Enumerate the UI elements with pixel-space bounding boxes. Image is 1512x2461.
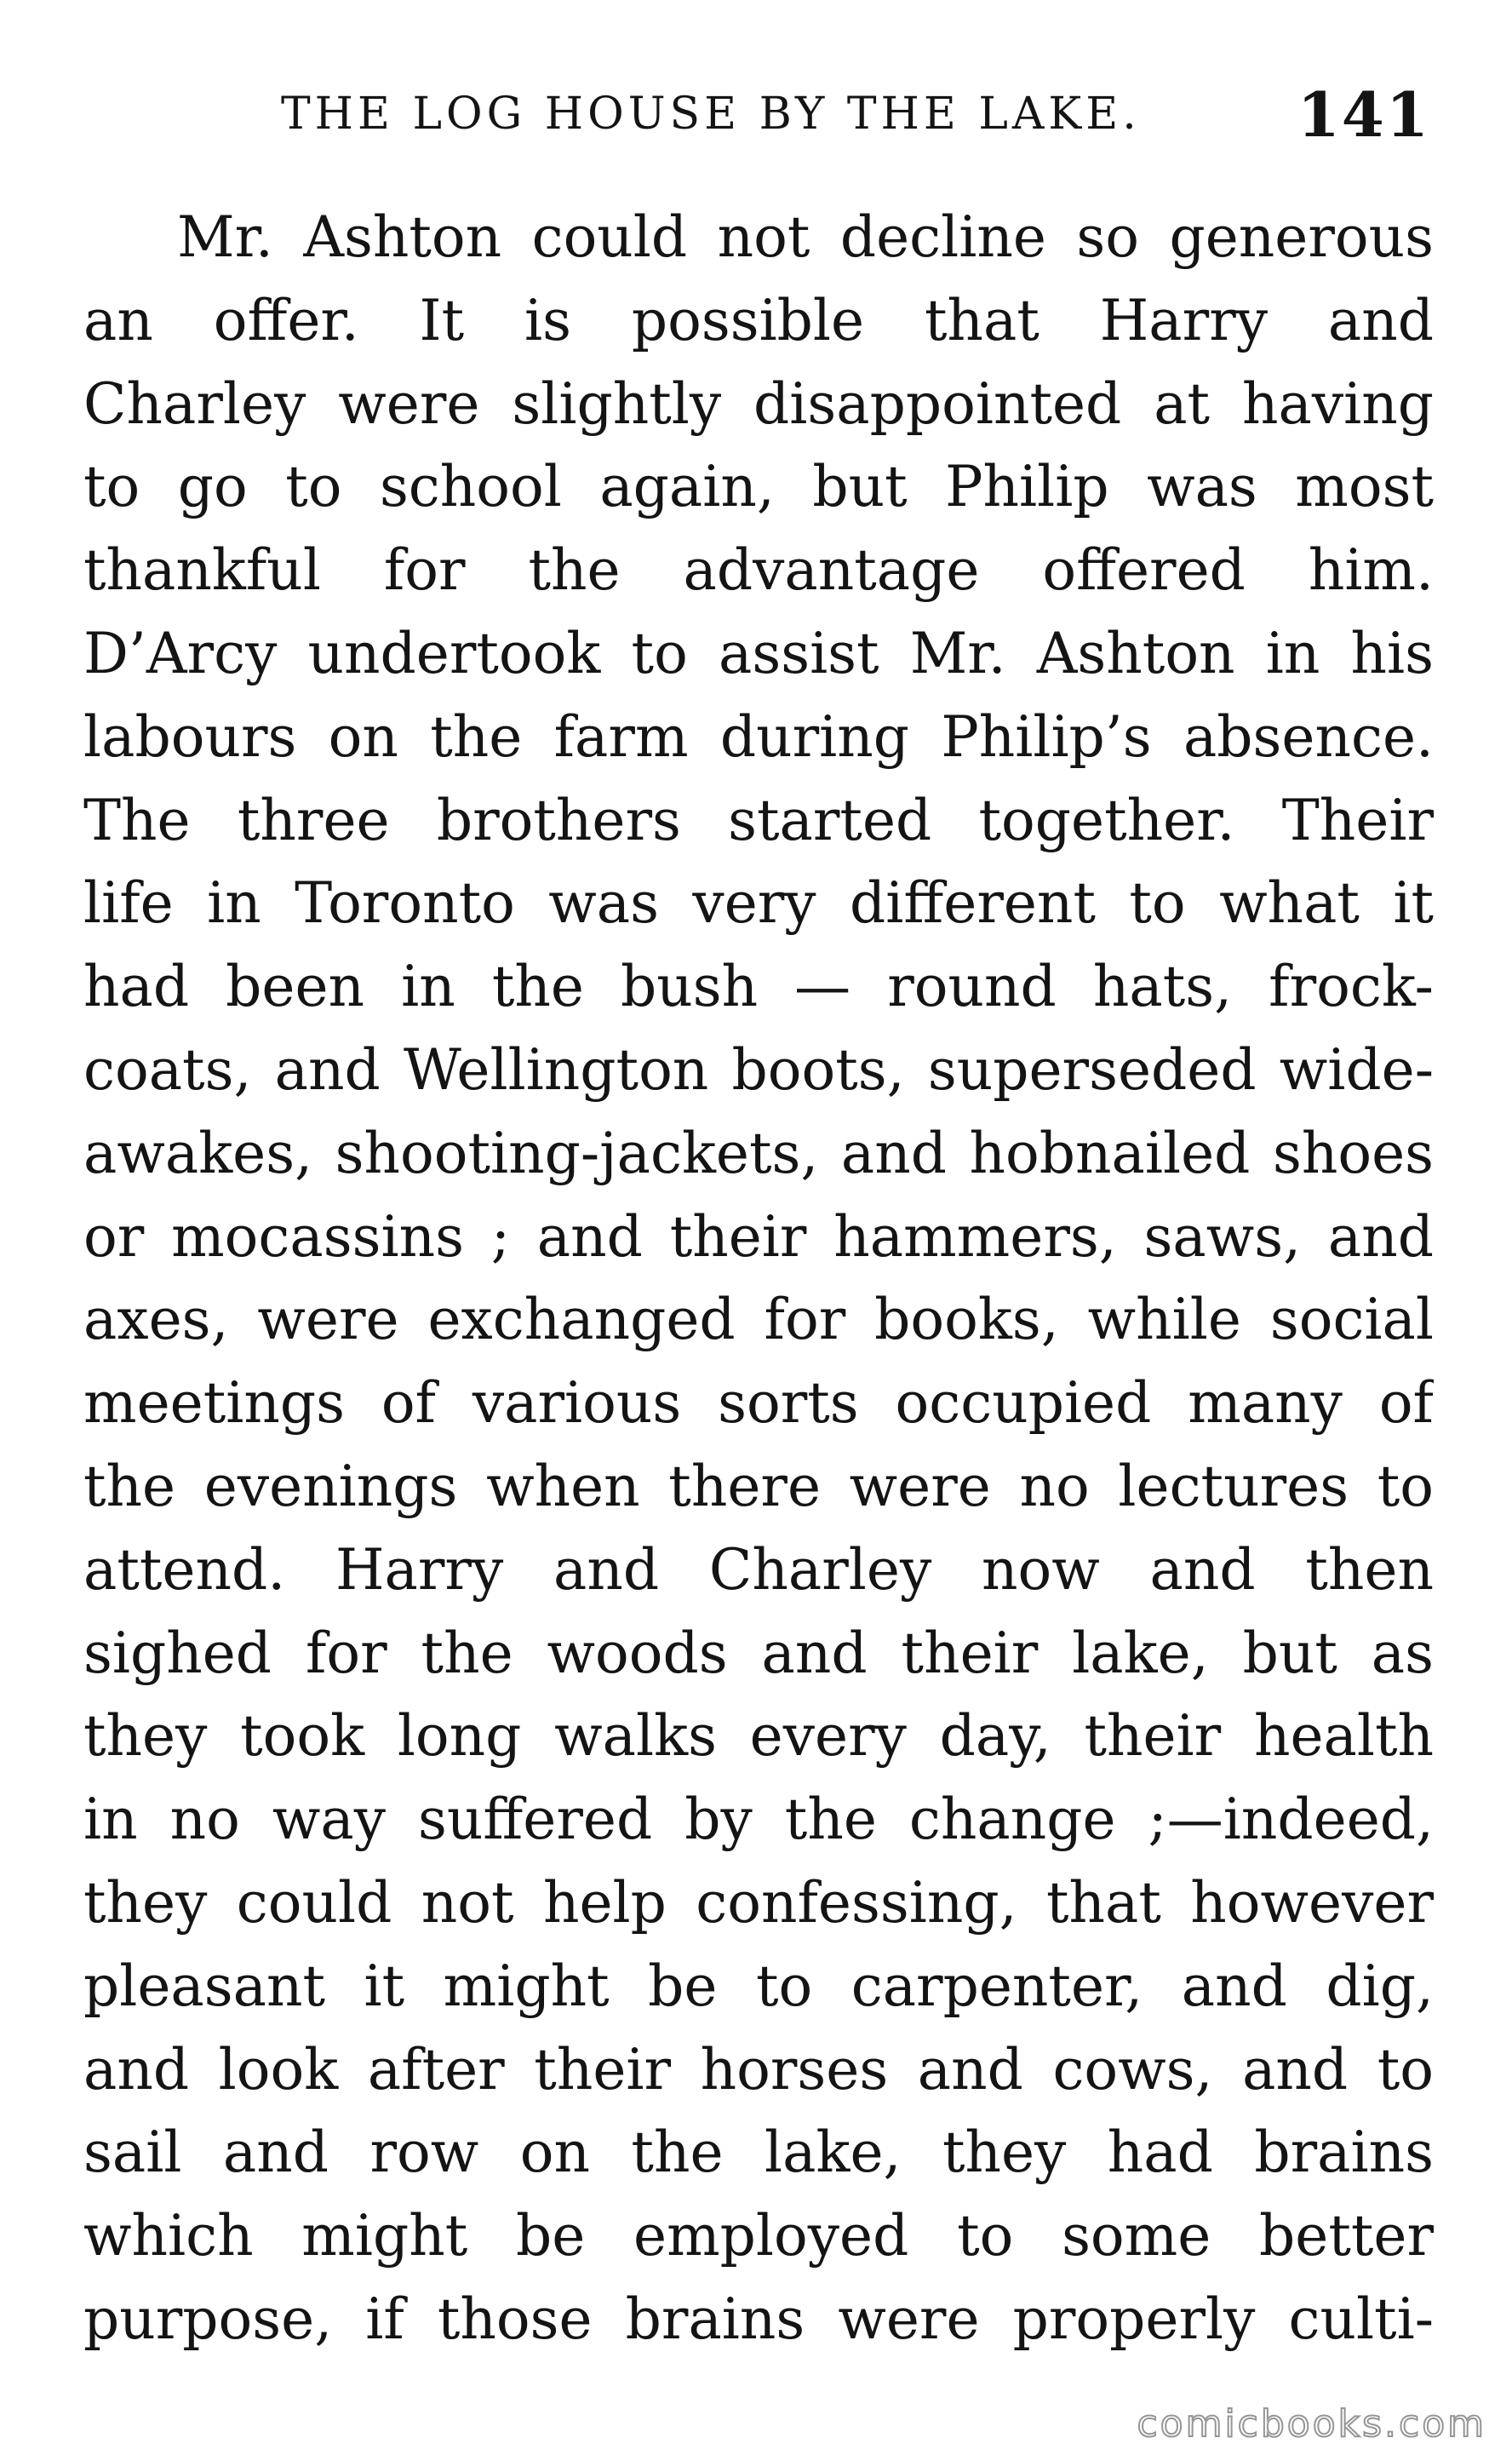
text-line: sighed for the woods and their lake, but as	[83, 1620, 1434, 1686]
text-line: purpose, if those brains were properly culti-	[83, 2286, 1434, 2352]
body-text	[83, 196, 1434, 2361]
watermark: comicbooks.com	[1137, 2402, 1486, 2446]
text-line: they took long walks every day, their health	[83, 1703, 1434, 1770]
text-line: D’Arcy undertook to assist Mr. Ashton in his	[83, 620, 1434, 686]
text-line: which might be employed to some better	[83, 2203, 1434, 2269]
text-line: to go to school again, but Philip was most	[83, 454, 1434, 520]
text-line: in no way suffered by the change ;—indeed,	[83, 1787, 1434, 1853]
running-title: THE LOG HOUSE BY THE LAKE.	[281, 89, 1141, 140]
running-head	[281, 78, 1430, 155]
text-line: had been in the bush — round hats, frock-	[83, 954, 1434, 1020]
text-line: meetings of various sorts occupied many of	[83, 1370, 1434, 1437]
text-line: The three brothers started together. Their	[83, 787, 1434, 853]
text-line: the evenings when there were no lectures to	[83, 1453, 1434, 1519]
text-line: Charley were slightly disappointed at having	[83, 370, 1434, 437]
text-line: and look after their horses and cows, and to	[83, 2036, 1434, 2102]
text-line: axes, were exchanged for books, while social	[83, 1287, 1434, 1353]
page-number: 141	[1297, 78, 1430, 151]
text-line: awakes, shooting-jackets, and hobnailed shoes	[83, 1120, 1434, 1186]
text-line: Mr. Ashton could not decline so generous	[177, 204, 1434, 270]
text-line: coats, and Wellington boots, superseded wide-	[83, 1036, 1434, 1103]
text-line: they could not help confessing, that however	[83, 1869, 1434, 1936]
text-line: attend. Harry and Charley now and then	[83, 1536, 1434, 1603]
text-line: pleasant it might be to carpenter, and dig,	[83, 1953, 1434, 2019]
text-line: life in Toronto was very different to what it	[83, 870, 1434, 937]
text-line: labours on the farm during Philip’s absence.	[83, 703, 1434, 770]
text-line: an offer. It is possible that Harry and	[83, 287, 1434, 353]
text-line: or mocassins ; and their hammers, saws, and	[83, 1203, 1434, 1270]
text-line: thankful for the advantage offered him.	[83, 537, 1434, 604]
text-line: sail and row on the lake, they had brains	[83, 2120, 1434, 2186]
